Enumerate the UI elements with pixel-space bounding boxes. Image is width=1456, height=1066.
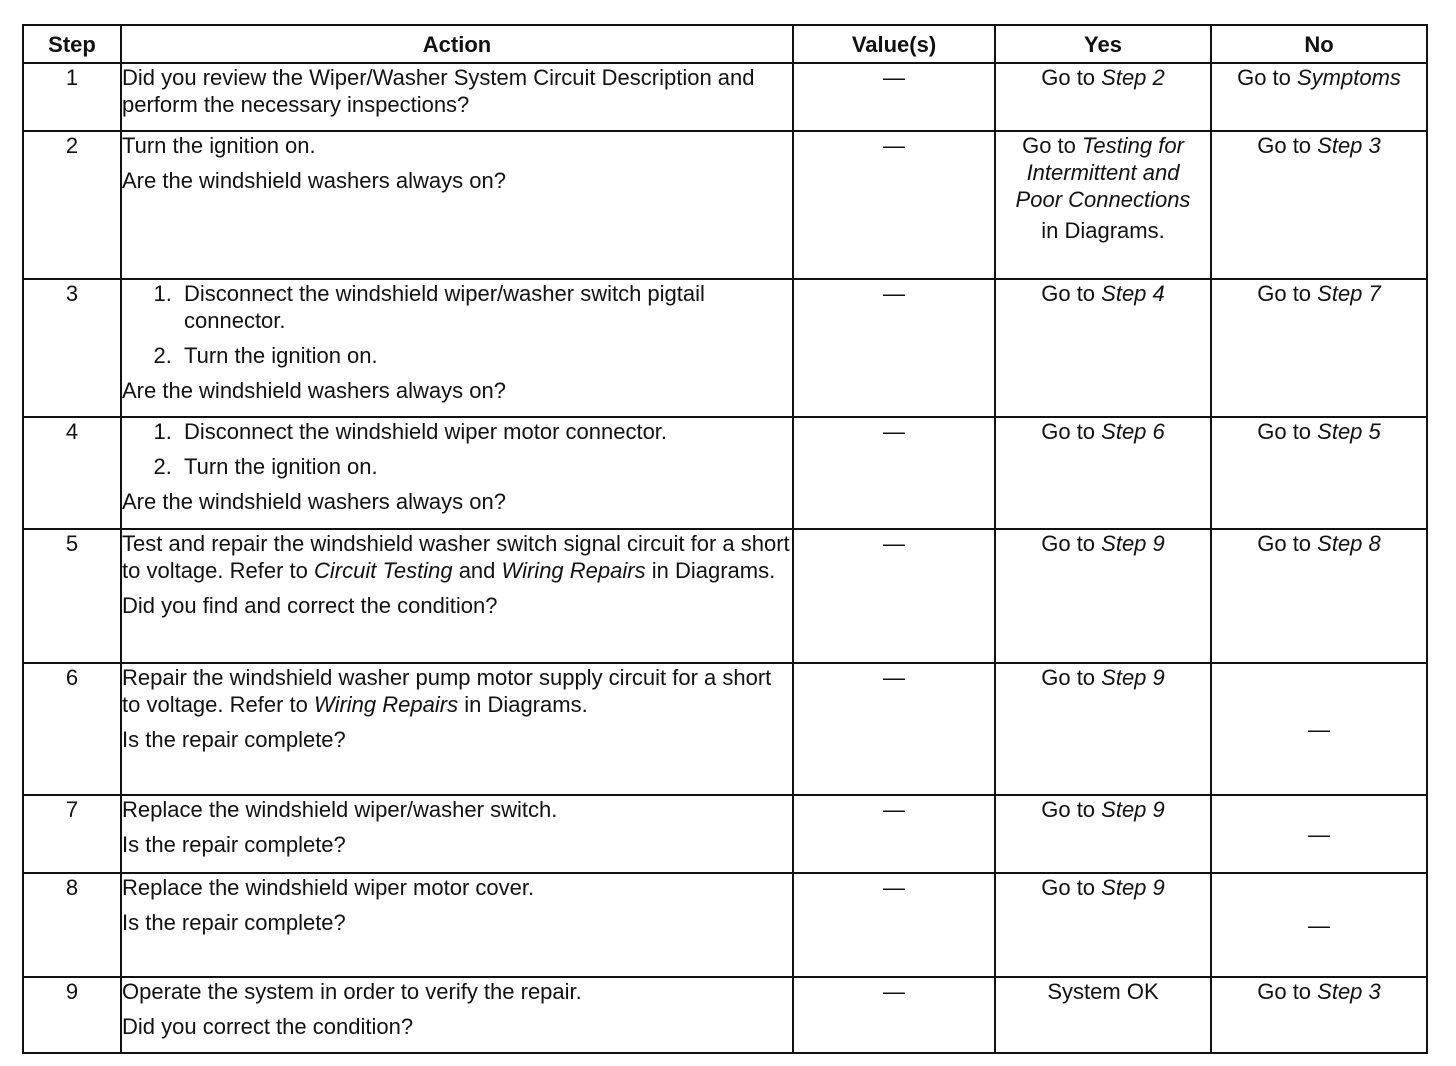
yes-cell — [995, 873, 1211, 977]
action-text — [122, 530, 792, 584]
yes-cell — [995, 279, 1211, 417]
diagnostic-table — [22, 24, 1428, 1054]
no-link-symptoms[interactable]: Symptoms — [1297, 65, 1401, 90]
action-cell — [121, 795, 793, 873]
action-text: Did you review the Wiper/Washer System Circuit Description and perform the necessary inspections? — [122, 65, 755, 117]
list-item: 2. Turn the ignition on. — [178, 342, 792, 369]
step-number: 4 — [23, 417, 121, 529]
action-cell — [121, 529, 793, 663]
table-row-step-5 — [23, 529, 1427, 663]
action-cell — [121, 417, 793, 529]
step-number: 2 — [23, 131, 121, 279]
no-cell — [1211, 417, 1427, 529]
action-text-main: Test and repair the windshield washer switch signal circuit for a short to voltage. Refer to — [122, 531, 790, 583]
list-item: 1. Disconnect the windshield wiper motor connector. — [178, 418, 792, 445]
yes-cell — [995, 529, 1211, 663]
value-cell: — — [793, 279, 995, 417]
yes-link-step-6[interactable]: Step 6 — [1101, 419, 1165, 444]
no-cell — [1211, 977, 1427, 1053]
step-number: 7 — [23, 795, 121, 873]
yes-link-step-2[interactable]: Step 2 — [1101, 65, 1165, 90]
table-row-step-4 — [23, 417, 1427, 529]
no-cell — [1211, 279, 1427, 417]
value-cell: — — [793, 977, 995, 1053]
header-action: Action — [121, 25, 793, 63]
action-text: Turn the ignition on. — [122, 133, 316, 158]
action-question: Is the repair complete? — [122, 910, 346, 935]
yes-link-testing[interactable]: Testing for — [1082, 133, 1184, 158]
action-text: Replace the windshield wiper/washer switch. — [122, 797, 558, 822]
action-question: Are the windshield washers always on? — [122, 489, 506, 514]
action-steps-list — [122, 418, 792, 480]
yes-doc: Diagrams. — [1058, 218, 1165, 243]
step-number: 6 — [23, 663, 121, 795]
action-text: Operate the system in order to verify the repair. — [122, 979, 582, 1004]
action-cell — [121, 663, 793, 795]
no-cell: — — [1211, 663, 1427, 795]
action-text — [122, 664, 792, 718]
yes-cell — [995, 795, 1211, 873]
action-cell — [121, 977, 793, 1053]
table-row-step-2 — [23, 131, 1427, 279]
value-cell: — — [793, 417, 995, 529]
no-prefix: Go to — [1257, 979, 1318, 1004]
yes-in: in — [1041, 218, 1059, 243]
action-cell — [121, 279, 793, 417]
table-row-step-3 — [23, 279, 1427, 417]
no-link-step-8[interactable]: Step 8 — [1317, 531, 1381, 556]
no-link-step-3[interactable]: Step 3 — [1317, 979, 1381, 1004]
no-cell: — — [1211, 873, 1427, 977]
yes-prefix: Go to — [1041, 65, 1102, 90]
action-text-main: Repair the windshield washer pump motor supply circuit for a short to voltage. Refer to — [122, 665, 772, 717]
no-prefix: Go to — [1237, 65, 1297, 90]
value-cell: — — [793, 663, 995, 795]
step-number: 9 — [23, 977, 121, 1053]
table-row-step-9 — [23, 977, 1427, 1053]
yes-cell — [995, 131, 1211, 279]
yes-line-1 — [996, 132, 1210, 159]
header-step: Step — [23, 25, 121, 63]
header-yes: Yes — [995, 25, 1211, 63]
no-cell — [1211, 63, 1427, 131]
header-values: Value(s) — [793, 25, 995, 63]
action-question: Is the repair complete? — [122, 832, 346, 857]
table-row-step-7 — [23, 795, 1427, 873]
table-row-step-1 — [23, 63, 1427, 131]
action-steps-list — [122, 280, 792, 369]
yes-prefix: Go to — [1041, 531, 1102, 556]
value-cell: — — [793, 131, 995, 279]
table-row-step-8 — [23, 873, 1427, 977]
no-link-step-5[interactable]: Step 5 — [1317, 419, 1381, 444]
yes-link-step-9[interactable]: Step 9 — [1101, 875, 1165, 900]
yes-prefix: Go to — [1041, 875, 1102, 900]
no-prefix: Go to — [1257, 133, 1318, 158]
yes-cell: System OK — [995, 977, 1211, 1053]
action-question: Are the windshield washers always on? — [122, 378, 506, 403]
no-link-step-7[interactable]: Step 7 — [1317, 281, 1381, 306]
no-cell: — — [1211, 795, 1427, 873]
yes-link-step-4[interactable]: Step 4 — [1101, 281, 1165, 306]
value-cell: — — [793, 529, 995, 663]
ref-circuit-testing-link[interactable]: Circuit Testing — [314, 558, 453, 583]
yes-cell — [995, 663, 1211, 795]
step-number: 3 — [23, 279, 121, 417]
ref-wiring-repairs-link[interactable]: Wiring Repairs — [314, 692, 459, 717]
action-and: and — [452, 558, 502, 583]
yes-cell — [995, 63, 1211, 131]
no-prefix: Go to — [1257, 531, 1318, 556]
value-cell: — — [793, 63, 995, 131]
list-item: 1. Disconnect the windshield wiper/washer switch pigtail connector. — [178, 280, 792, 334]
value-cell: — — [793, 795, 995, 873]
yes-line-4 — [996, 217, 1210, 244]
value-cell: — — [793, 873, 995, 977]
yes-line-3[interactable]: Poor Connections — [1015, 187, 1191, 212]
action-in: in — [645, 558, 675, 583]
table-row-step-6 — [23, 663, 1427, 795]
yes-prefix: Go to — [1041, 281, 1102, 306]
step-number: 8 — [23, 873, 121, 977]
yes-link-step-9[interactable]: Step 9 — [1101, 531, 1165, 556]
yes-prefix: Go to — [1041, 665, 1102, 690]
yes-cell — [995, 417, 1211, 529]
yes-prefix: Go to — [1041, 419, 1102, 444]
action-question: Did you find and correct the condition? — [122, 593, 498, 618]
action-in: in — [458, 692, 488, 717]
action-question: Did you correct the condition? — [122, 1014, 414, 1039]
action-cell — [121, 873, 793, 977]
action-question: Are the windshield washers always on? — [122, 168, 506, 193]
action-cell — [121, 131, 793, 279]
no-cell — [1211, 529, 1427, 663]
yes-prefix: Go to — [1041, 797, 1102, 822]
action-doc: Diagrams. — [487, 692, 588, 717]
header-no: No — [1211, 25, 1427, 63]
action-question: Is the repair complete? — [122, 727, 346, 752]
action-doc: Diagrams. — [674, 558, 776, 583]
step-number: 5 — [23, 529, 121, 663]
header-row — [23, 25, 1427, 63]
yes-line-2[interactable]: Intermittent and — [1026, 160, 1180, 185]
no-prefix: Go to — [1257, 419, 1318, 444]
no-link-step-3[interactable]: Step 3 — [1317, 133, 1381, 158]
action-cell — [121, 63, 793, 131]
no-cell — [1211, 131, 1427, 279]
action-text: Replace the windshield wiper motor cover. — [122, 875, 535, 900]
yes-link-step-9[interactable]: Step 9 — [1101, 797, 1165, 822]
yes-prefix: Go to — [1022, 133, 1082, 158]
ref-wiring-repairs-link[interactable]: Wiring Repairs — [501, 558, 646, 583]
yes-link-step-9[interactable]: Step 9 — [1101, 665, 1165, 690]
no-prefix: Go to — [1257, 281, 1318, 306]
step-number: 1 — [23, 63, 121, 131]
list-item: 2. Turn the ignition on. — [178, 453, 792, 480]
